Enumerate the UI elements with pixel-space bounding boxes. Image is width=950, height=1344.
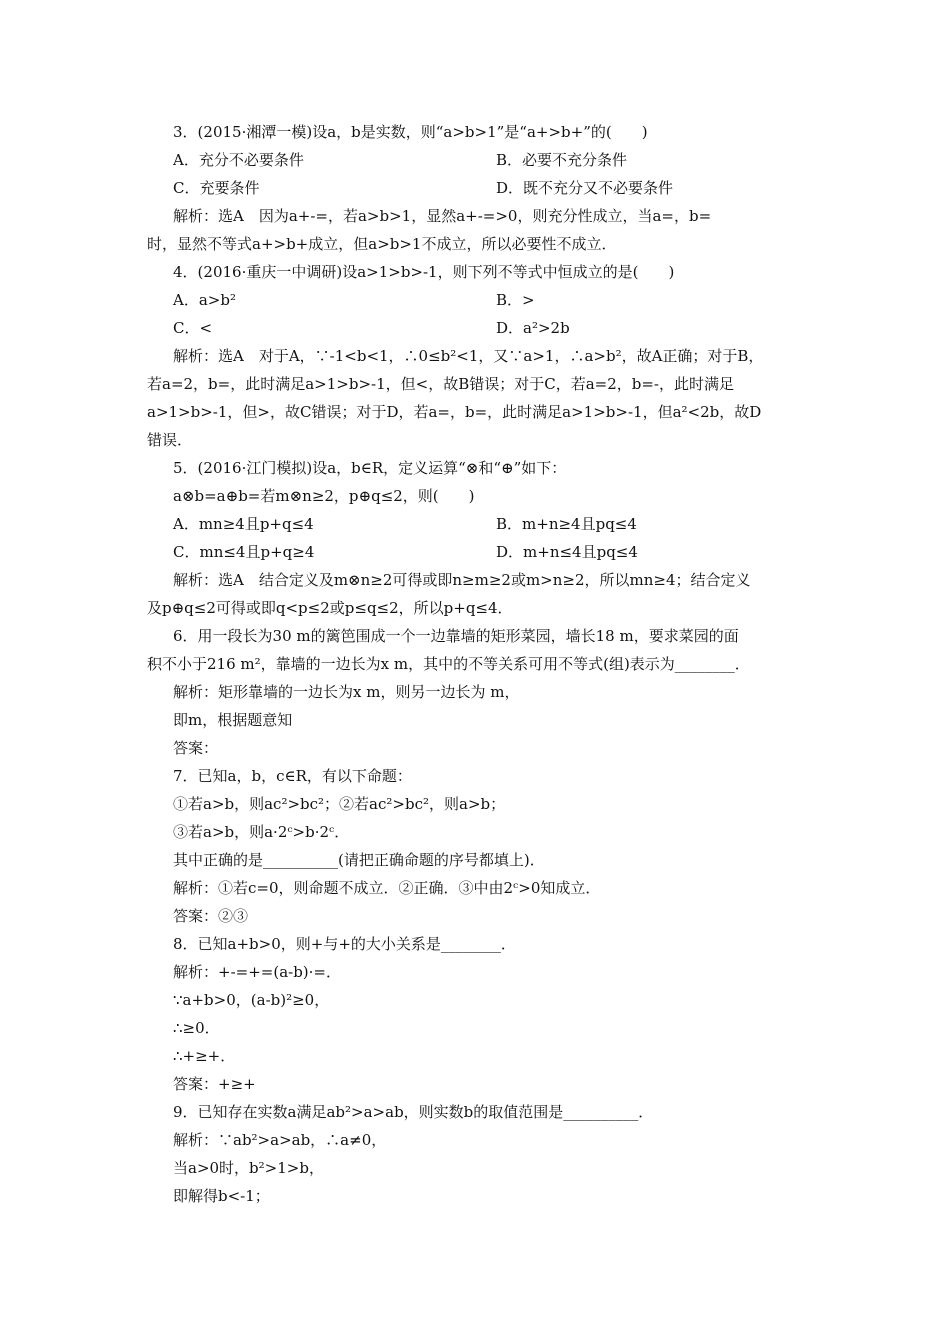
q5-option-b: B．m+n≥4且pq≤4 (496, 515, 637, 533)
q5-solution-line-1: 解析：选A 结合定义及m⊗n≥2可得或即n≥m≥2或m>n≥2，所以mn≥4；结合定义 (173, 571, 751, 589)
question-6-line-1: 6．用一段长为30 m的篱笆围成一个一边靠墙的矩形菜园，墙长18 m，要求菜园的面 (173, 627, 739, 645)
q9-solution-line-2: 当a>0时，b²>1>b， (173, 1159, 324, 1177)
q8-answer: 答案：+≥+ (173, 1075, 256, 1093)
q5-option-a: A．mn≥4且p+q≤4 (173, 515, 314, 533)
q6-solution-line-1: 解析：矩形靠墙的一边长为x m，则另一边长为 m， (173, 683, 520, 701)
q4-solution-line-1: 解析：选A 对于A，∵-1<b<1，∴0≤b²<1，又∵a>1，∴a>b²，故A正确；对于B， (173, 347, 764, 365)
question-8: 8．已知a+b>0，则+与+的大小关系是________． (173, 935, 516, 953)
q9-solution-line-1: 解析：∵ab²>a>ab，∴a≠0， (173, 1131, 387, 1149)
q5-solution-line-2: 及p⊕q≤2可得或即q<p≤2或p≤q≤2，所以p+q≤4． (147, 599, 513, 617)
q3-option-d: D．既不充分又不必要条件 (496, 179, 674, 197)
question-5: 5．(2016·江门模拟)设a，b∈R，定义运算“⊗和“⊕”如下： (173, 459, 567, 477)
q9-solution-line-3: 即解得b<-1； (173, 1187, 270, 1205)
q3-option-b: B．必要不充分条件 (496, 151, 628, 169)
q3-solution-line-2: 时，显然不等式a+>b+成立，但a>b>1不成立，所以必要性不成立． (147, 235, 617, 253)
q8-solution-line-1: 解析：+-=+=(a-b)·=． (173, 963, 341, 981)
q7-proposition-3: ③若a>b，则a·2ᶜ>b·2ᶜ． (173, 823, 350, 841)
q4-option-a: A．a>b² (173, 291, 236, 309)
q7-answer: 答案：②③ (173, 907, 249, 925)
q4-solution-line-3: a>1>b>-1，但>，故C错误；对于D，若a=，b=，此时满足a>1>b>-1，但a²<2b，故D (147, 403, 762, 421)
q5-option-d: D．m+n≤4且pq≤4 (496, 543, 638, 561)
q3-solution-line-1: 解析：选A 因为a+-=，若a>b>1，显然a+-=>0，则充分性成立，当a=，b= (173, 207, 712, 225)
q6-solution-line-2: 即m，根据题意知 (173, 711, 293, 729)
q8-solution-line-2: ∵a+b>0，(a-b)²≥0， (173, 991, 330, 1009)
q4-option-d: D．a²>2b (496, 319, 570, 337)
q4-option-b: B．> (496, 291, 535, 309)
q7-solution: 解析：①若c=0，则命题不成立．②正确．③中由2ᶜ>0知成立． (173, 879, 601, 897)
q3-option-a: A．充分不必要条件 (173, 151, 304, 169)
q5-option-c: C．mn≤4且p+q≥4 (173, 543, 315, 561)
q3-option-c: C．充要条件 (173, 179, 260, 197)
q4-solution-line-2: 若a=2，b=，此时满足a>1>b>-1，但<，故B错误；对于C，若a=2，b=-，此时满足 (147, 375, 734, 393)
question-4: 4．(2016·重庆一中调研)设a>1>b>-1，则下列不等式中恒成立的是( ) (173, 263, 675, 281)
q6-answer: 答案： (173, 739, 219, 757)
q5-definition: a⊗b=a⊕b=若m⊗n≥2，p⊕q≤2，则( ) (173, 487, 475, 505)
question-9: 9．已知存在实数a满足ab²>a>ab，则实数b的取值范围是__________． (173, 1103, 654, 1121)
q7-propositions-1-2: ①若a>b，则ac²>bc²；②若ac²>bc²，则a>b； (173, 795, 506, 813)
question-7: 7．已知a，b，c∈R，有以下命题： (173, 767, 412, 785)
q4-solution-line-4: 错误． (147, 431, 193, 449)
question-6-line-2: 积不小于216 m²，靠墙的一边长为x m，其中的不等关系可用不等式(组)表示为________． (147, 655, 750, 673)
q7-prompt: 其中正确的是__________(请把正确命题的序号都填上)． (173, 851, 545, 869)
q8-solution-line-3: ∴≥0． (173, 1019, 220, 1037)
q8-solution-line-4: ∴+≥+． (173, 1047, 236, 1065)
q4-option-c: C．< (173, 319, 213, 337)
question-3: 3．(2015·湘潭一模)设a，b是实数，则“a>b>1”是“a+>b+”的( ) (173, 123, 648, 141)
